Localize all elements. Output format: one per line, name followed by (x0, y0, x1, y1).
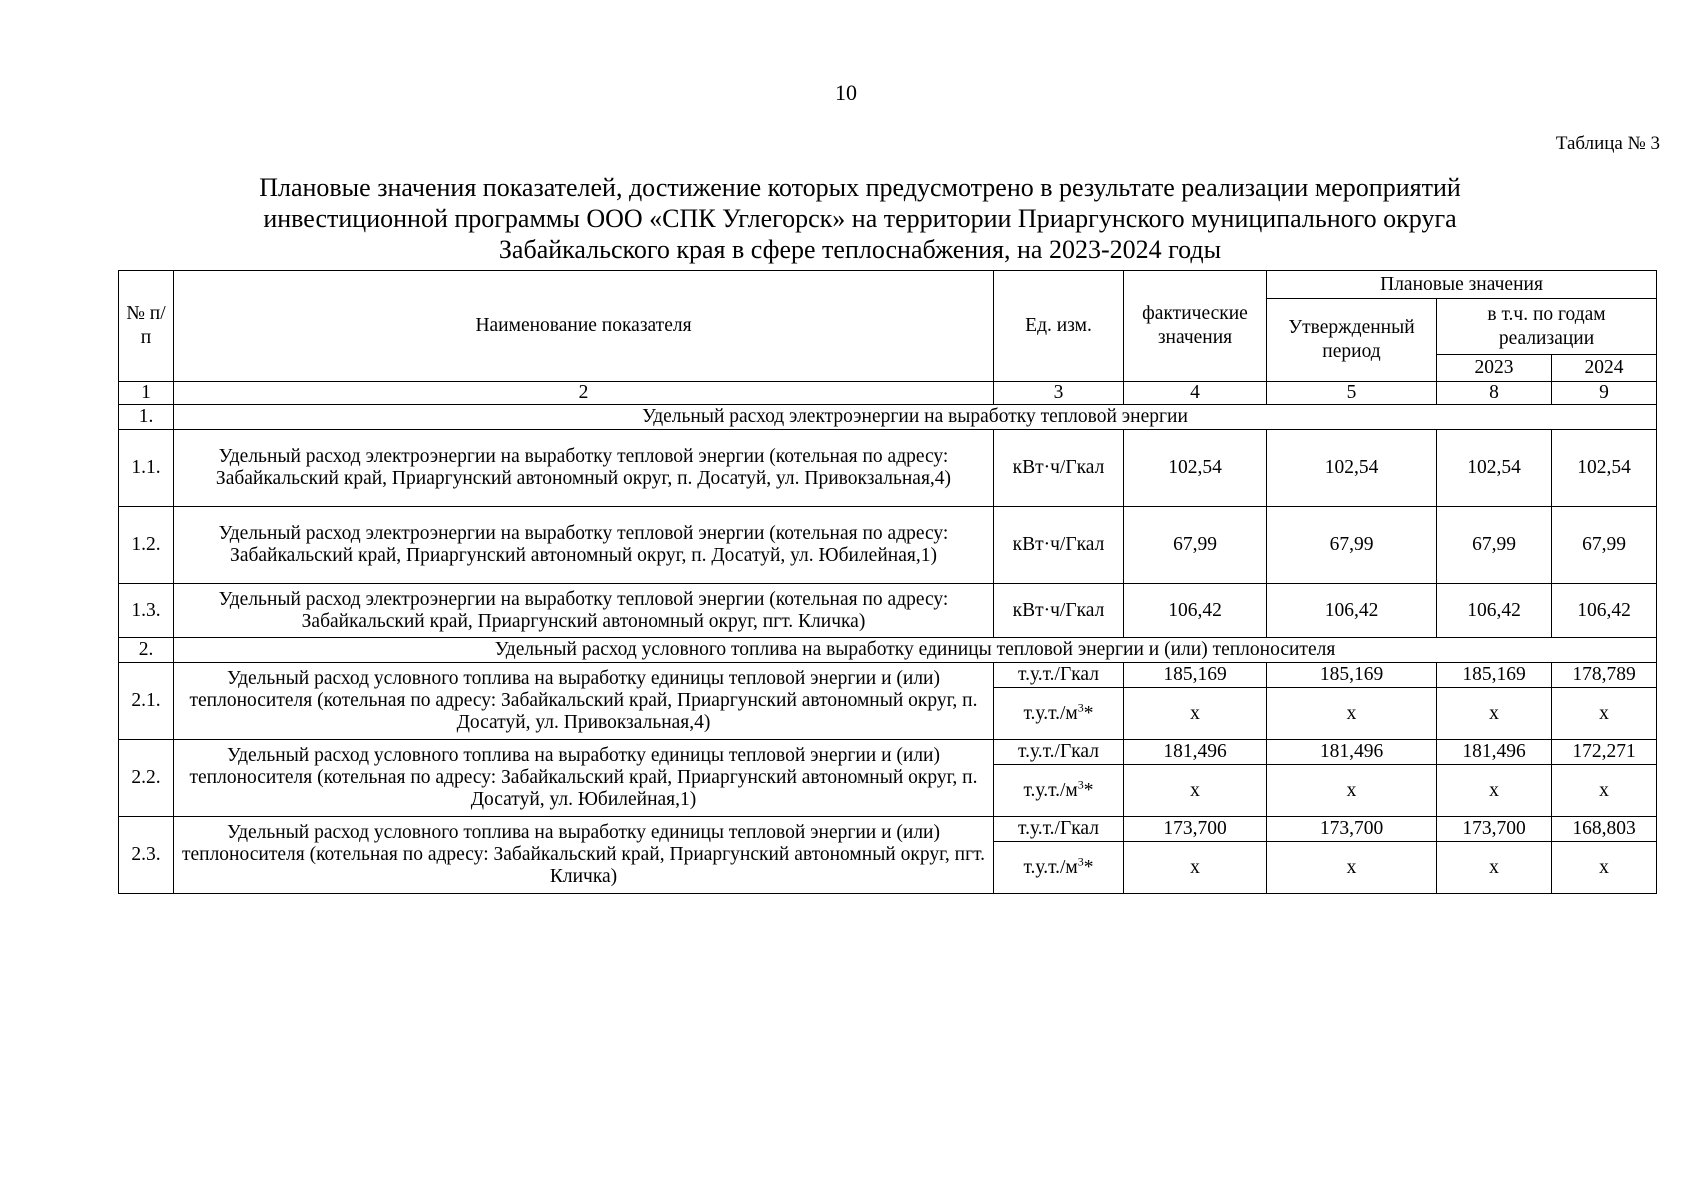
row-unit: кВт·ч/Гкал (994, 430, 1124, 507)
header-num: № п/п (119, 271, 174, 382)
row-unit: кВт·ч/Гкал (994, 584, 1124, 638)
title-line: Плановые значения показателей, достижение которых предусмотрено в результате реализации мероприятий (259, 173, 1461, 202)
row-actual: х (1124, 842, 1267, 894)
row-num: 2.3. (119, 817, 174, 894)
page-number: 10 (835, 80, 857, 105)
row-2023: х (1437, 765, 1552, 817)
header-by-years: в т.ч. по годам реализации (1437, 299, 1657, 355)
column-number: 9 (1552, 382, 1657, 405)
unit-footnote-mark: * (1083, 856, 1094, 878)
table-row (119, 584, 1657, 638)
row-2023: 173,700 (1437, 817, 1552, 842)
title-line: Забайкальского края в сфере теплоснабжения, на 2023-2024 годы (498, 235, 1222, 264)
row-approved: 102,54 (1267, 430, 1437, 507)
unit-footnote-mark: * (1083, 702, 1094, 724)
section-num: 2. (119, 638, 174, 663)
row-2023: 185,169 (1437, 663, 1552, 688)
header-name: Наименование показателя (174, 271, 994, 382)
row-unit: кВт·ч/Гкал (994, 507, 1124, 584)
row-2023: х (1437, 842, 1552, 894)
table-row (119, 740, 1657, 765)
table-row (119, 430, 1657, 507)
row-actual: 106,42 (1124, 584, 1267, 638)
row-2023: х (1437, 688, 1552, 740)
row-unit (994, 765, 1124, 817)
row-name: Удельный расход условного топлива на выработку единицы тепловой энергии и (или) теплоносителя (котельная по адресу: Забайкальский край, Приаргунский автономный округ, п. Досатуй, ул. Юбилейная,1) (174, 740, 994, 817)
section-num: 1. (119, 405, 174, 430)
header-approved: Утвержденный период (1267, 299, 1437, 382)
row-name: Удельный расход электроэнергии на выработку тепловой энергии (котельная по адресу: Забайкальский край, Приаргунский автономный округ, п. Досатуй, ул. Привокзальная,4) (174, 430, 994, 507)
unit-superscript: 3 (1077, 777, 1084, 791)
column-number: 1 (119, 382, 174, 405)
row-unit (994, 688, 1124, 740)
row-2024: 102,54 (1552, 430, 1657, 507)
unit-superscript: 3 (1077, 700, 1084, 714)
row-2024: х (1552, 765, 1657, 817)
row-approved: 173,700 (1267, 817, 1437, 842)
row-actual: х (1124, 688, 1267, 740)
row-num: 1.2. (119, 507, 174, 584)
row-actual: х (1124, 765, 1267, 817)
section-row (119, 638, 1657, 663)
row-num: 2.1. (119, 663, 174, 740)
row-name: Удельный расход условного топлива на выработку единицы тепловой энергии и (или) теплоносителя (котельная по адресу: Забайкальский край, Приаргунский автономный округ, пгт. Кличка) (174, 817, 994, 894)
table-label: Таблица № 3 (1555, 133, 1660, 154)
row-2023: 181,496 (1437, 740, 1552, 765)
section-row (119, 405, 1657, 430)
row-num: 1.1. (119, 430, 174, 507)
header-planned: Плановые значения (1267, 271, 1657, 299)
section-title: Удельный расход электроэнергии на выработку тепловой энергии (174, 405, 1657, 430)
indicators-table (118, 270, 1657, 894)
column-number: 3 (994, 382, 1124, 405)
row-2024: 178,789 (1552, 663, 1657, 688)
row-2024: 106,42 (1552, 584, 1657, 638)
column-number-row (119, 382, 1657, 405)
row-approved: 67,99 (1267, 507, 1437, 584)
header-year-2023: 2023 (1437, 355, 1552, 382)
unit-footnote-mark: * (1083, 779, 1094, 801)
row-num: 2.2. (119, 740, 174, 817)
row-actual: 185,169 (1124, 663, 1267, 688)
row-num: 1.3. (119, 584, 174, 638)
row-approved: 106,42 (1267, 584, 1437, 638)
row-2023: 106,42 (1437, 584, 1552, 638)
row-unit: т.у.т./Гкал (994, 817, 1124, 842)
row-name: Удельный расход условного топлива на выработку единицы тепловой энергии и (или) теплоносителя (котельная по адресу: Забайкальский край, Приаргунский автономный округ, п. Досатуй, ул. Привокзальная,4) (174, 663, 994, 740)
row-approved: 181,496 (1267, 740, 1437, 765)
table-row (119, 817, 1657, 842)
table-row (119, 507, 1657, 584)
row-approved: х (1267, 842, 1437, 894)
unit-base: т.у.т./м (1023, 779, 1078, 801)
row-name: Удельный расход электроэнергии на выработку тепловой энергии (котельная по адресу: Забайкальский край, Приаргунский автономный округ, пгт. Кличка) (174, 584, 994, 638)
row-unit (994, 842, 1124, 894)
unit-superscript: 3 (1077, 854, 1084, 868)
unit-base: т.у.т./м (1023, 702, 1078, 724)
section-title: Удельный расход условного топлива на выработку единицы тепловой энергии и (или) теплоносителя (174, 638, 1657, 663)
row-2024: 168,803 (1552, 817, 1657, 842)
row-unit: т.у.т./Гкал (994, 740, 1124, 765)
row-approved: 185,169 (1267, 663, 1437, 688)
row-2024: 67,99 (1552, 507, 1657, 584)
row-2024: 172,271 (1552, 740, 1657, 765)
column-number: 4 (1124, 382, 1267, 405)
row-2024: х (1552, 688, 1657, 740)
header-row (119, 271, 1657, 299)
column-number: 5 (1267, 382, 1437, 405)
column-number: 8 (1437, 382, 1552, 405)
header-unit: Ед. изм. (994, 271, 1124, 382)
row-actual: 67,99 (1124, 507, 1267, 584)
document-title (150, 172, 1570, 265)
row-approved: х (1267, 688, 1437, 740)
row-approved: х (1267, 765, 1437, 817)
title-line: инвестиционной программы ООО «СПК Углегорск» на территории Приаргунского муниципального округа (263, 204, 1457, 233)
row-actual: 102,54 (1124, 430, 1267, 507)
row-2023: 67,99 (1437, 507, 1552, 584)
row-actual: 181,496 (1124, 740, 1267, 765)
header-year-2024: 2024 (1552, 355, 1657, 382)
row-actual: 173,700 (1124, 817, 1267, 842)
header-actual: фактические значения (1124, 271, 1267, 382)
unit-base: т.у.т./м (1023, 856, 1078, 878)
row-2024: х (1552, 842, 1657, 894)
table-row (119, 663, 1657, 688)
row-unit: т.у.т./Гкал (994, 663, 1124, 688)
row-2023: 102,54 (1437, 430, 1552, 507)
row-name: Удельный расход электроэнергии на выработку тепловой энергии (котельная по адресу: Забайкальский край, Приаргунский автономный округ, п. Досатуй, ул. Юбилейная,1) (174, 507, 994, 584)
column-number: 2 (174, 382, 994, 405)
